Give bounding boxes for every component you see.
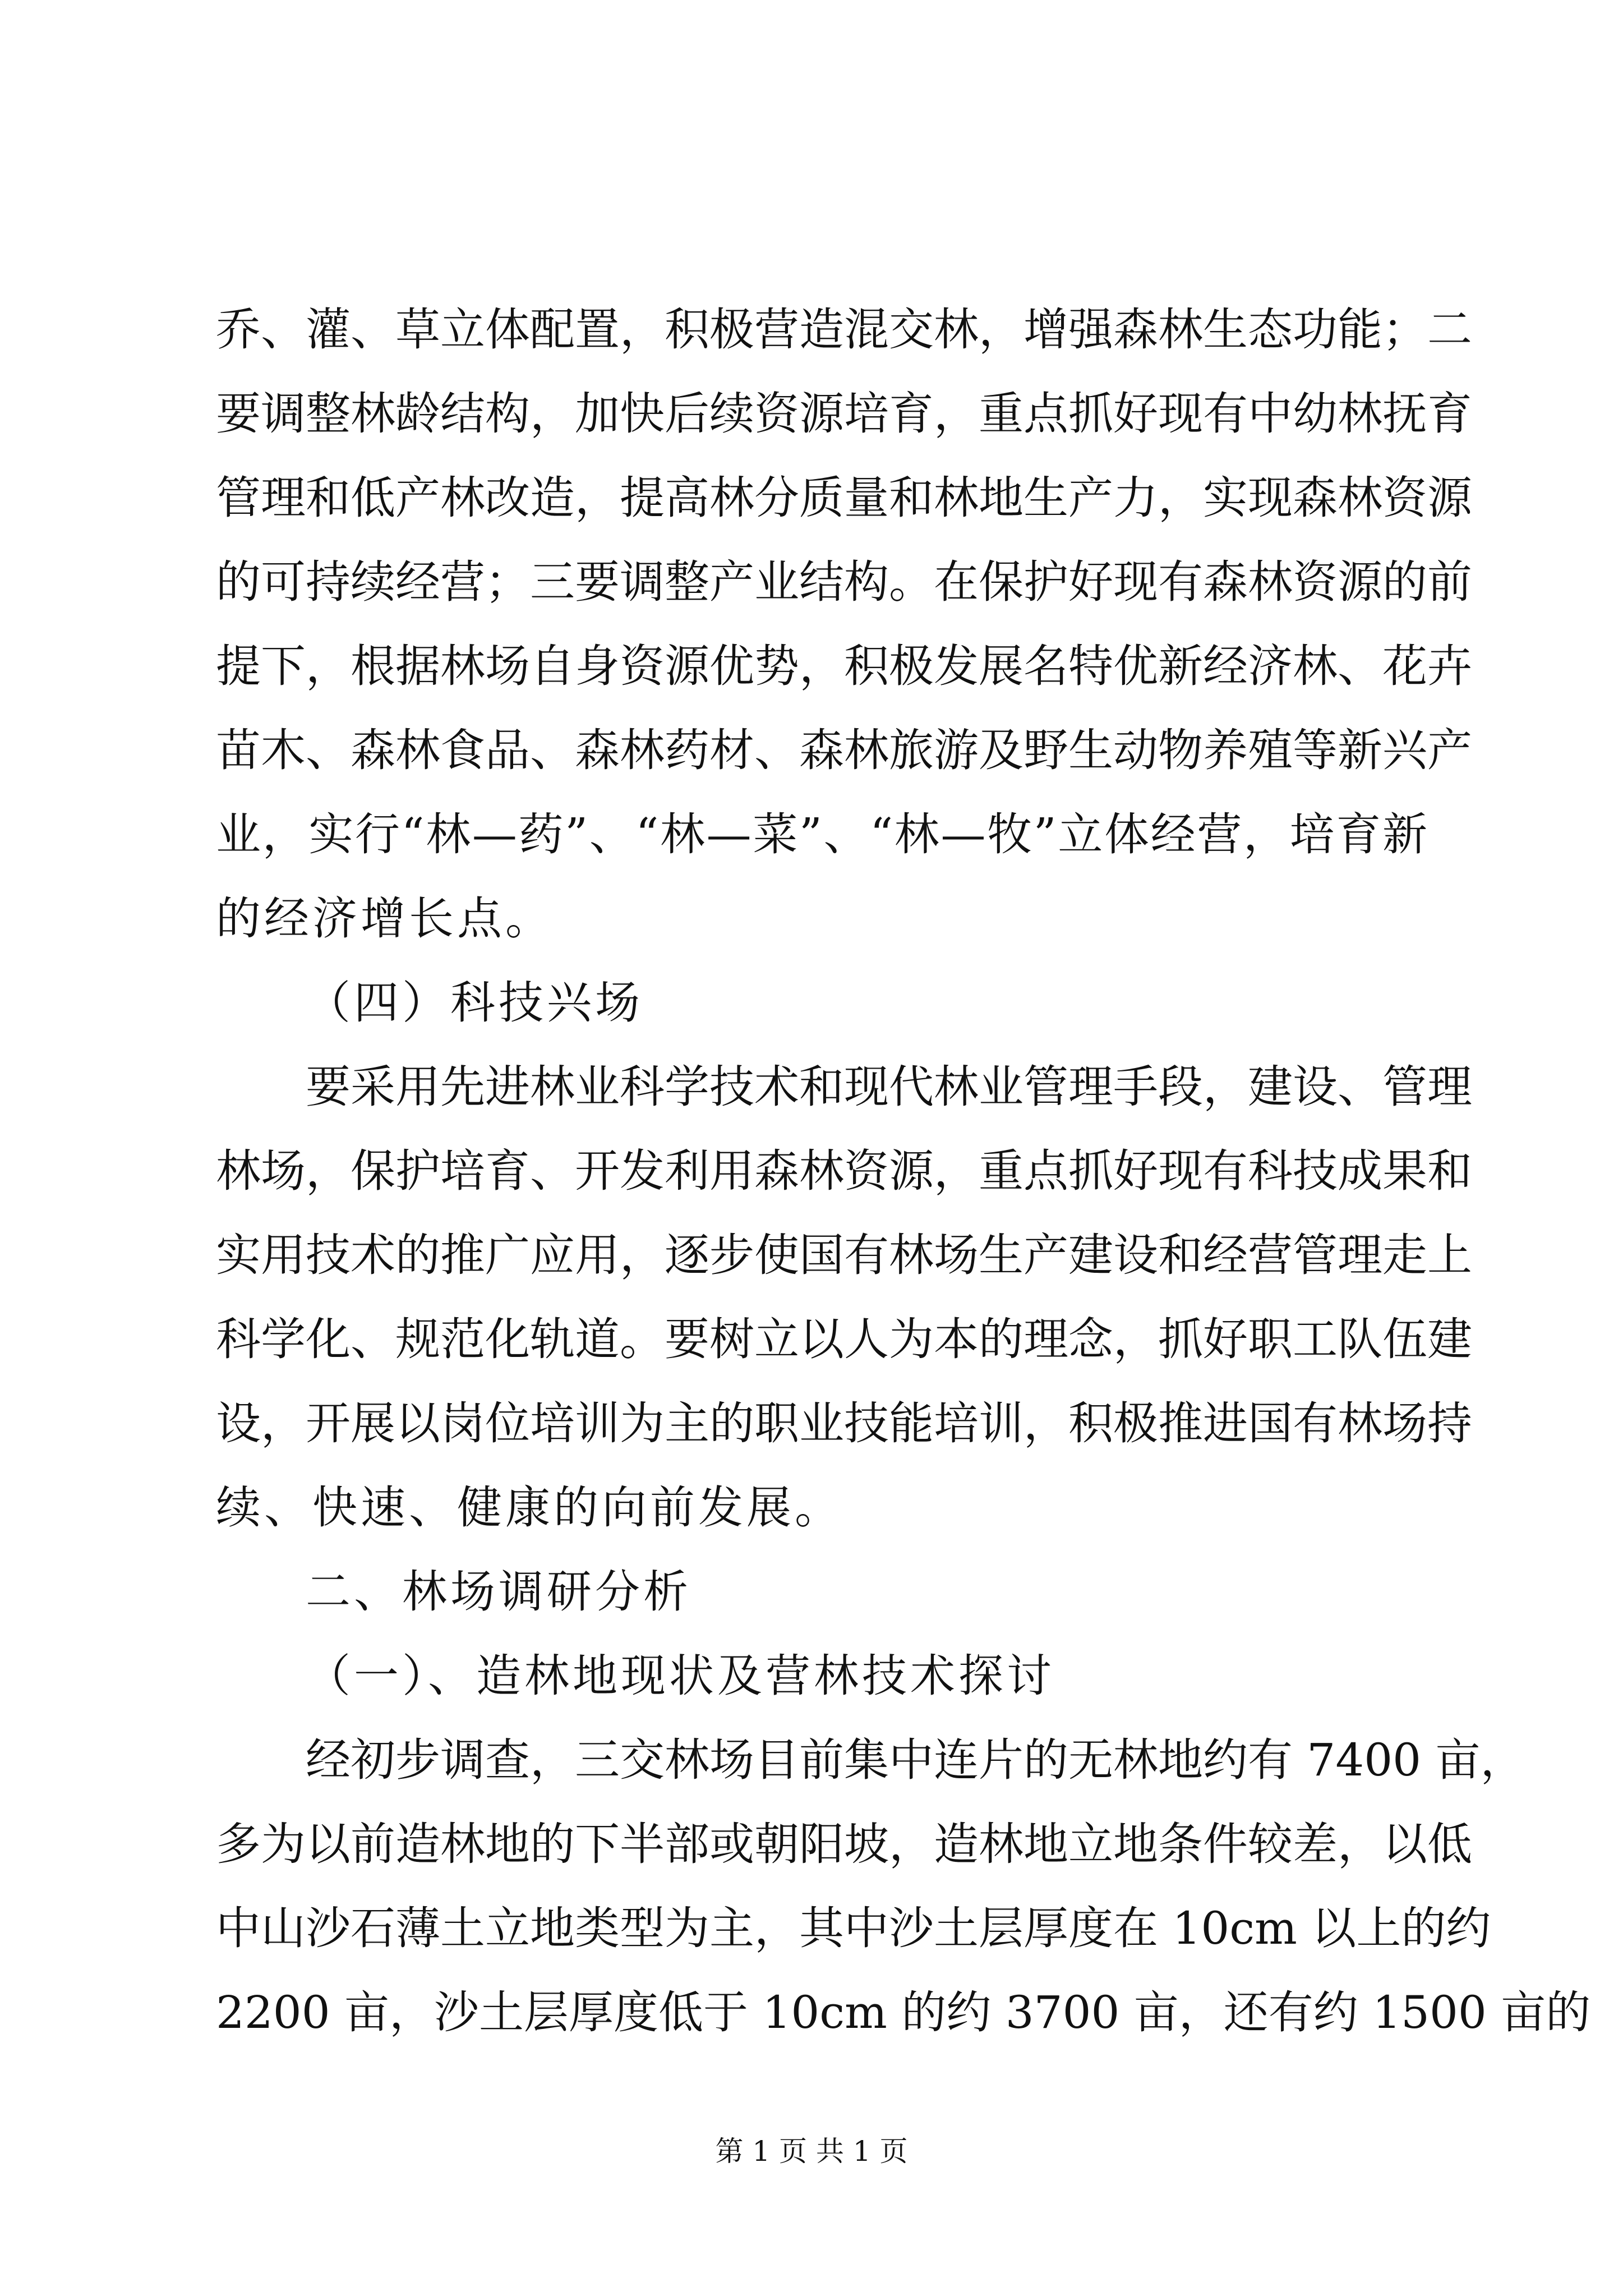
section-heading-4: （四）科技兴场 — [306, 977, 643, 1029]
subsection-heading-1: （一）、造林地现状及营林技术探讨 — [306, 1650, 1055, 1702]
text-line-15: 续、快速、健康的向前发展。 — [216, 1481, 843, 1534]
text-line-5: 提下，根据林场自身资源优势，积极发展名特优新经济林、花卉 — [216, 640, 1472, 692]
text-line-20: 中山沙石薄土立地类型为主，其中沙土层厚度在 10cm 以上的约 — [216, 1902, 1491, 1954]
text-line-4: 的可持续经营；三要调整产业结构。在保护好现有森林资源的前 — [216, 556, 1472, 608]
text-line-3: 管理和低产林改造，提高林分质量和林地生产力，实现森林资源 — [216, 472, 1472, 524]
text-line-18: 经初步调查，三交林场目前集中连片的无林地约有 7400 亩， — [306, 1734, 1525, 1786]
text-line-10: 要采用先进林业科学技术和现代林业管理手段，建设、管理 — [306, 1061, 1472, 1113]
text-line-13: 科学化、规范化轨道。要树立以人为本的理念，抓好职工队伍建 — [216, 1313, 1472, 1365]
text-line-8: 的经济增长点。 — [216, 892, 554, 945]
text-line-21: 2200 亩，沙土层厚度低于 10cm 的约 3700 亩，还有约 1500 亩的 — [216, 1986, 1591, 2039]
section-heading-2: 二、林场调研分析 — [306, 1566, 691, 1618]
text-line-12: 实用技术的推广应用，逐步使国有林场生产建设和经营管理走上 — [216, 1229, 1472, 1281]
text-line-14: 设，开展以岗位培训为主的职业技能培训，积极推进国有林场持 — [216, 1397, 1472, 1450]
text-line-11: 林场，保护培育、开发利用森林资源，重点抓好现有科技成果和 — [216, 1145, 1472, 1197]
page-footer: 第 1 页 共 1 页 — [715, 2135, 908, 2168]
text-line-1: 乔、灌、草立体配置，积极营造混交林，增强森林生态功能；二 — [216, 303, 1472, 356]
text-line-6: 苗木、森林食品、森林药材、森林旅游及野生动物养殖等新兴产 — [216, 724, 1472, 776]
text-line-7: 业，实行“林—药”、“林—菜”、“林—牧”立体经营，培育新 — [216, 808, 1427, 861]
text-line-19: 多为以前造林地的下半部或朝阳坡，造林地立地条件较差，以低 — [216, 1818, 1472, 1870]
text-line-2: 要调整林龄结构，加快后续资源培育，重点抓好现有中幼林抚育 — [216, 388, 1472, 440]
